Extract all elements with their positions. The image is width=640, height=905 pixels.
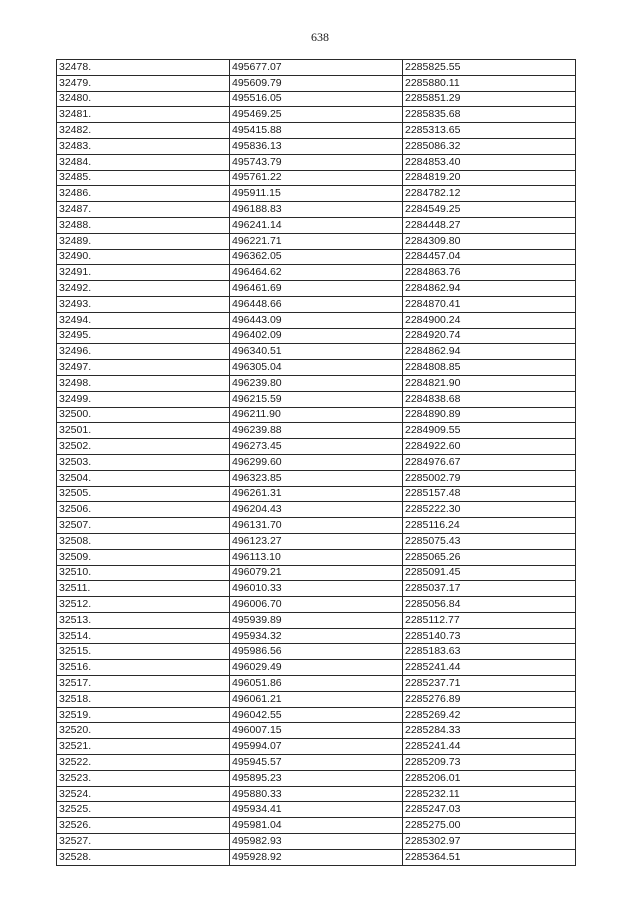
- y-coordinate-cell: 2284549.25: [403, 202, 576, 218]
- y-coordinate-cell: 2285140.73: [403, 628, 576, 644]
- y-coordinate-cell: 2285241.44: [403, 660, 576, 676]
- x-coordinate-cell: 496239.80: [230, 375, 403, 391]
- y-coordinate-cell: 2285276.89: [403, 691, 576, 707]
- table-row: [57, 328, 576, 344]
- point-id-cell: 32500.: [57, 407, 230, 423]
- y-coordinate-cell: 2285065.26: [403, 549, 576, 565]
- point-id-cell: 32508.: [57, 533, 230, 549]
- point-id-cell: 32495.: [57, 328, 230, 344]
- y-coordinate-cell: 2285056.84: [403, 597, 576, 613]
- table-row: [57, 312, 576, 328]
- y-coordinate-cell: 2285112.77: [403, 612, 576, 628]
- y-coordinate-cell: 2285880.11: [403, 75, 576, 91]
- x-coordinate-cell: 496215.59: [230, 391, 403, 407]
- table-row: [57, 770, 576, 786]
- y-coordinate-cell: 2285232.11: [403, 786, 576, 802]
- y-coordinate-cell: 2284976.67: [403, 454, 576, 470]
- point-id-cell: 32518.: [57, 691, 230, 707]
- y-coordinate-cell: 2284853.40: [403, 154, 576, 170]
- x-coordinate-cell: 495677.07: [230, 60, 403, 76]
- x-coordinate-cell: 495981.04: [230, 818, 403, 834]
- table-row: [57, 344, 576, 360]
- x-coordinate-cell: 496362.05: [230, 249, 403, 265]
- point-id-cell: 32488.: [57, 217, 230, 233]
- x-coordinate-cell: 496261.31: [230, 486, 403, 502]
- x-coordinate-cell: 496188.83: [230, 202, 403, 218]
- point-id-cell: 32483.: [57, 138, 230, 154]
- table-row: [57, 75, 576, 91]
- table-row: [57, 676, 576, 692]
- x-coordinate-cell: 495994.07: [230, 739, 403, 755]
- x-coordinate-cell: 495986.56: [230, 644, 403, 660]
- point-id-cell: 32519.: [57, 707, 230, 723]
- point-id-cell: 32503.: [57, 454, 230, 470]
- point-id-cell: 32491.: [57, 265, 230, 281]
- y-coordinate-cell: 2284890.89: [403, 407, 576, 423]
- x-coordinate-cell: 495516.05: [230, 91, 403, 107]
- table-row: [57, 597, 576, 613]
- table-row: [57, 486, 576, 502]
- point-id-cell: 32509.: [57, 549, 230, 565]
- y-coordinate-cell: 2285116.24: [403, 518, 576, 534]
- x-coordinate-cell: 495939.89: [230, 612, 403, 628]
- point-id-cell: 32516.: [57, 660, 230, 676]
- table-row: [57, 217, 576, 233]
- y-coordinate-cell: 2285851.29: [403, 91, 576, 107]
- y-coordinate-cell: 2285222.30: [403, 502, 576, 518]
- y-coordinate-cell: 2285284.33: [403, 723, 576, 739]
- point-id-cell: 32481.: [57, 107, 230, 123]
- x-coordinate-cell: 496340.51: [230, 344, 403, 360]
- table-row: [57, 739, 576, 755]
- y-coordinate-cell: 2284900.24: [403, 312, 576, 328]
- y-coordinate-cell: 2284838.68: [403, 391, 576, 407]
- y-coordinate-cell: 2284862.94: [403, 344, 576, 360]
- table-row: [57, 391, 576, 407]
- table-row: [57, 296, 576, 312]
- point-id-cell: 32486.: [57, 186, 230, 202]
- x-coordinate-cell: 496323.85: [230, 470, 403, 486]
- table-row: [57, 170, 576, 186]
- table-row: [57, 549, 576, 565]
- x-coordinate-cell: 495911.15: [230, 186, 403, 202]
- x-coordinate-cell: 496123.27: [230, 533, 403, 549]
- point-id-cell: 32524.: [57, 786, 230, 802]
- point-id-cell: 32507.: [57, 518, 230, 534]
- point-id-cell: 32494.: [57, 312, 230, 328]
- point-id-cell: 32521.: [57, 739, 230, 755]
- y-coordinate-cell: 2285269.42: [403, 707, 576, 723]
- y-coordinate-cell: 2285275.00: [403, 818, 576, 834]
- x-coordinate-cell: 496241.14: [230, 217, 403, 233]
- y-coordinate-cell: 2285247.03: [403, 802, 576, 818]
- table-row: [57, 644, 576, 660]
- point-id-cell: 32493.: [57, 296, 230, 312]
- coordinates-table: [56, 59, 576, 866]
- table-row: [57, 154, 576, 170]
- y-coordinate-cell: 2285157.48: [403, 486, 576, 502]
- point-id-cell: 32497.: [57, 360, 230, 376]
- table-row: [57, 755, 576, 771]
- table-row: [57, 470, 576, 486]
- x-coordinate-cell: 495934.32: [230, 628, 403, 644]
- point-id-cell: 32484.: [57, 154, 230, 170]
- x-coordinate-cell: 495982.93: [230, 834, 403, 850]
- table-row: [57, 107, 576, 123]
- x-coordinate-cell: 496204.43: [230, 502, 403, 518]
- table-row: [57, 849, 576, 865]
- table-row: [57, 518, 576, 534]
- point-id-cell: 32513.: [57, 612, 230, 628]
- point-id-cell: 32492.: [57, 281, 230, 297]
- point-id-cell: 32525.: [57, 802, 230, 818]
- table-row: [57, 612, 576, 628]
- x-coordinate-cell: 496042.55: [230, 707, 403, 723]
- table-row: [57, 707, 576, 723]
- table-row: [57, 233, 576, 249]
- y-coordinate-cell: 2285206.01: [403, 770, 576, 786]
- y-coordinate-cell: 2284909.55: [403, 423, 576, 439]
- coordinates-table-body: [57, 60, 576, 866]
- y-coordinate-cell: 2284819.20: [403, 170, 576, 186]
- point-id-cell: 32523.: [57, 770, 230, 786]
- point-id-cell: 32528.: [57, 849, 230, 865]
- x-coordinate-cell: 496305.04: [230, 360, 403, 376]
- point-id-cell: 32490.: [57, 249, 230, 265]
- table-row: [57, 360, 576, 376]
- x-coordinate-cell: 496029.49: [230, 660, 403, 676]
- x-coordinate-cell: 495415.88: [230, 123, 403, 139]
- point-id-cell: 32512.: [57, 597, 230, 613]
- table-row: [57, 138, 576, 154]
- y-coordinate-cell: 2284309.80: [403, 233, 576, 249]
- y-coordinate-cell: 2284821.90: [403, 375, 576, 391]
- x-coordinate-cell: 496006.70: [230, 597, 403, 613]
- x-coordinate-cell: 495609.79: [230, 75, 403, 91]
- point-id-cell: 32499.: [57, 391, 230, 407]
- point-id-cell: 32522.: [57, 755, 230, 771]
- x-coordinate-cell: 496079.21: [230, 565, 403, 581]
- point-id-cell: 32515.: [57, 644, 230, 660]
- x-coordinate-cell: 496443.09: [230, 312, 403, 328]
- x-coordinate-cell: 495743.79: [230, 154, 403, 170]
- table-row: [57, 502, 576, 518]
- table-row: [57, 454, 576, 470]
- point-id-cell: 32501.: [57, 423, 230, 439]
- table-row: [57, 660, 576, 676]
- x-coordinate-cell: 496221.71: [230, 233, 403, 249]
- point-id-cell: 32517.: [57, 676, 230, 692]
- x-coordinate-cell: 496402.09: [230, 328, 403, 344]
- table-row: [57, 723, 576, 739]
- x-coordinate-cell: 496461.69: [230, 281, 403, 297]
- y-coordinate-cell: 2284920.74: [403, 328, 576, 344]
- x-coordinate-cell: 495895.23: [230, 770, 403, 786]
- table-row: [57, 533, 576, 549]
- y-coordinate-cell: 2285037.17: [403, 581, 576, 597]
- x-coordinate-cell: 496299.60: [230, 454, 403, 470]
- x-coordinate-cell: 496131.70: [230, 518, 403, 534]
- table-row: [57, 249, 576, 265]
- point-id-cell: 32502.: [57, 439, 230, 455]
- x-coordinate-cell: 495469.25: [230, 107, 403, 123]
- x-coordinate-cell: 495880.33: [230, 786, 403, 802]
- point-id-cell: 32511.: [57, 581, 230, 597]
- point-id-cell: 32487.: [57, 202, 230, 218]
- x-coordinate-cell: 495934.41: [230, 802, 403, 818]
- table-row: [57, 265, 576, 281]
- y-coordinate-cell: 2284782.12: [403, 186, 576, 202]
- y-coordinate-cell: 2285183.63: [403, 644, 576, 660]
- table-row: [57, 691, 576, 707]
- table-row: [57, 91, 576, 107]
- y-coordinate-cell: 2285313.65: [403, 123, 576, 139]
- point-id-cell: 32514.: [57, 628, 230, 644]
- x-coordinate-cell: 495836.13: [230, 138, 403, 154]
- x-coordinate-cell: 496061.21: [230, 691, 403, 707]
- y-coordinate-cell: 2285086.32: [403, 138, 576, 154]
- x-coordinate-cell: 496239.88: [230, 423, 403, 439]
- point-id-cell: 32482.: [57, 123, 230, 139]
- point-id-cell: 32520.: [57, 723, 230, 739]
- y-coordinate-cell: 2285209.73: [403, 755, 576, 771]
- point-id-cell: 32505.: [57, 486, 230, 502]
- y-coordinate-cell: 2285302.97: [403, 834, 576, 850]
- y-coordinate-cell: 2284862.94: [403, 281, 576, 297]
- table-row: [57, 581, 576, 597]
- table-row: [57, 186, 576, 202]
- x-coordinate-cell: 495945.57: [230, 755, 403, 771]
- point-id-cell: 32480.: [57, 91, 230, 107]
- table-row: [57, 565, 576, 581]
- y-coordinate-cell: 2284863.76: [403, 265, 576, 281]
- y-coordinate-cell: 2284808.85: [403, 360, 576, 376]
- table-row: [57, 123, 576, 139]
- table-row: [57, 802, 576, 818]
- point-id-cell: 32489.: [57, 233, 230, 249]
- y-coordinate-cell: 2284922.60: [403, 439, 576, 455]
- point-id-cell: 32527.: [57, 834, 230, 850]
- point-id-cell: 32504.: [57, 470, 230, 486]
- x-coordinate-cell: 496113.10: [230, 549, 403, 565]
- table-row: [57, 786, 576, 802]
- table-row: [57, 818, 576, 834]
- table-row: [57, 628, 576, 644]
- y-coordinate-cell: 2285075.43: [403, 533, 576, 549]
- y-coordinate-cell: 2284448.27: [403, 217, 576, 233]
- x-coordinate-cell: 496007.15: [230, 723, 403, 739]
- x-coordinate-cell: 495928.92: [230, 849, 403, 865]
- x-coordinate-cell: 495761.22: [230, 170, 403, 186]
- y-coordinate-cell: 2285825.55: [403, 60, 576, 76]
- point-id-cell: 32506.: [57, 502, 230, 518]
- table-row: [57, 375, 576, 391]
- x-coordinate-cell: 496448.66: [230, 296, 403, 312]
- x-coordinate-cell: 496273.45: [230, 439, 403, 455]
- point-id-cell: 32526.: [57, 818, 230, 834]
- table-row: [57, 202, 576, 218]
- x-coordinate-cell: 496010.33: [230, 581, 403, 597]
- point-id-cell: 32496.: [57, 344, 230, 360]
- point-id-cell: 32478.: [57, 60, 230, 76]
- y-coordinate-cell: 2285364.51: [403, 849, 576, 865]
- y-coordinate-cell: 2285091.45: [403, 565, 576, 581]
- table-row: [57, 60, 576, 76]
- x-coordinate-cell: 496464.62: [230, 265, 403, 281]
- y-coordinate-cell: 2284457.04: [403, 249, 576, 265]
- page-number: 638: [311, 30, 329, 44]
- x-coordinate-cell: 496211.90: [230, 407, 403, 423]
- y-coordinate-cell: 2284870.41: [403, 296, 576, 312]
- point-id-cell: 32498.: [57, 375, 230, 391]
- table-row: [57, 834, 576, 850]
- point-id-cell: 32510.: [57, 565, 230, 581]
- table-row: [57, 439, 576, 455]
- x-coordinate-cell: 496051.86: [230, 676, 403, 692]
- point-id-cell: 32479.: [57, 75, 230, 91]
- y-coordinate-cell: 2285002.79: [403, 470, 576, 486]
- y-coordinate-cell: 2285237.71: [403, 676, 576, 692]
- point-id-cell: 32485.: [57, 170, 230, 186]
- table-row: [57, 423, 576, 439]
- y-coordinate-cell: 2285835.68: [403, 107, 576, 123]
- table-row: [57, 407, 576, 423]
- table-row: [57, 281, 576, 297]
- y-coordinate-cell: 2285241.44: [403, 739, 576, 755]
